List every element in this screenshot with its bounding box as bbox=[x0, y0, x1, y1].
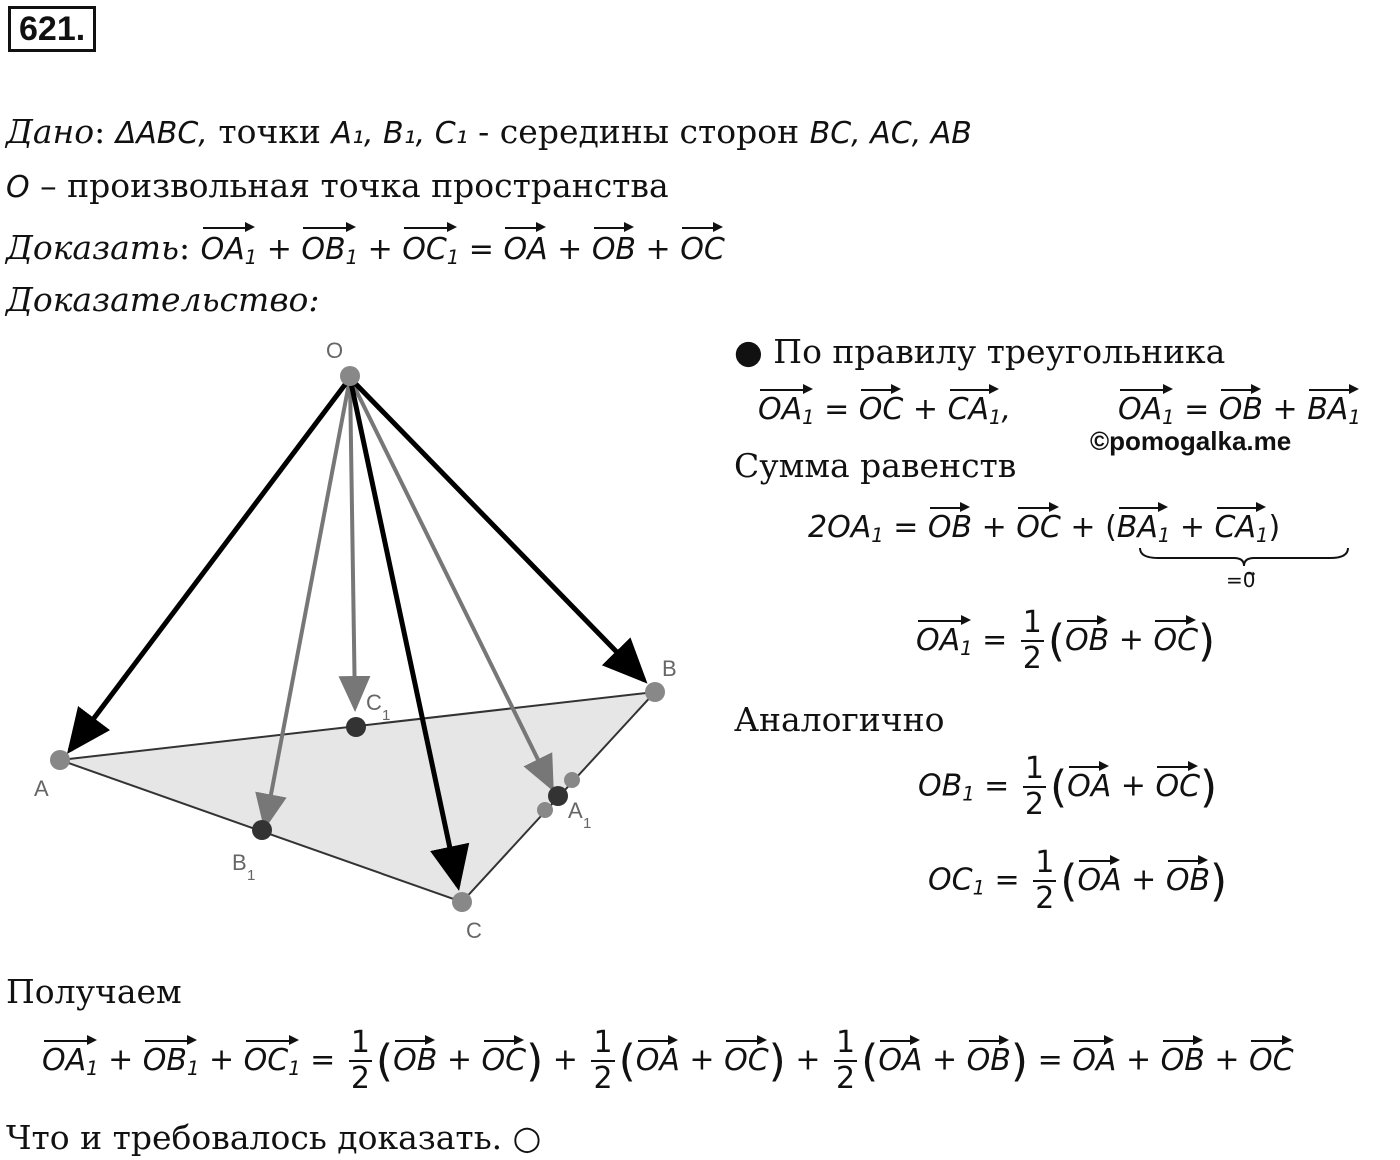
prove-label: Доказать bbox=[6, 228, 180, 267]
oc1-result: $OC_1$ = $\frac{1}{2}$ (OA + OB) bbox=[928, 845, 1228, 916]
sum-equation: $2OA_1$ = OB + OC + $(BA_1 + CA_1)$ bbox=[808, 504, 1280, 547]
given-midpoints-text: - середины сторон bbox=[478, 112, 800, 151]
triangle-eq-1: $OA_1$ = OC + $CA_1$, bbox=[758, 386, 1011, 429]
point-c1 bbox=[346, 717, 366, 737]
label-a: A bbox=[34, 776, 49, 801]
triangle-eq-2: $OA_1$ = OB + $BA_1$ bbox=[1118, 386, 1361, 429]
label-b1-sub: 1 bbox=[247, 867, 256, 884]
rule-text: ● По правилу треугольника bbox=[734, 332, 1226, 371]
ob1-result: $OB_1$ = $\frac{1}{2}$ (OA + OC) bbox=[918, 751, 1218, 822]
end-text: Что и требовалось доказать. ○ bbox=[6, 1118, 542, 1157]
watermark: ©pomogalka.me bbox=[1090, 426, 1292, 456]
point-o-line bbox=[6, 166, 669, 208]
final-equation: $OA_1 + OB_1 + OC_1$ = $\frac{1}{2}$ (OB + OC) + $\frac{1}{2}$ (OA + OC) + $\frac{1}{2}$ (OA + OB) = OA + OB + OC bbox=[42, 1025, 1294, 1096]
pyramid-figure bbox=[0, 330, 720, 950]
zero-label: =0⃗ bbox=[1226, 568, 1256, 592]
underbrace bbox=[1138, 546, 1350, 568]
given-points-text: точки bbox=[218, 112, 321, 151]
point-a bbox=[50, 750, 70, 770]
point-a1 bbox=[548, 786, 568, 806]
vector-o-b bbox=[350, 378, 644, 680]
given-triangle: ΔABC, bbox=[115, 116, 208, 151]
label-c: C bbox=[466, 918, 482, 943]
label-c1-sub: 1 bbox=[382, 707, 391, 724]
label-b: B bbox=[662, 656, 677, 681]
given-line: Дано: ΔABC, точки A₁, B₁, C₁ - середины сторон BC, AC, AB bbox=[6, 112, 972, 151]
vector-o-c1 bbox=[350, 378, 355, 708]
oa1-result: $OA_1$ = $\frac{1}{2}$ (OB + OC) bbox=[916, 605, 1216, 676]
problem-number: 621. bbox=[8, 6, 96, 52]
given-points: A₁, B₁, C₁ bbox=[331, 116, 468, 151]
point-b1 bbox=[252, 820, 272, 840]
point-b bbox=[645, 682, 665, 702]
label-c1: C bbox=[366, 690, 382, 715]
prove-equation: $OA_1 + OB_1 + OC_1$ = OA + OB + OC bbox=[201, 232, 725, 267]
label-a1: A bbox=[568, 798, 583, 823]
analog-text: Аналогично bbox=[734, 700, 945, 739]
point-c bbox=[452, 892, 472, 912]
get-text: Получаем bbox=[6, 972, 182, 1011]
label-a1-sub: 1 bbox=[583, 815, 592, 832]
prove-line: Доказать: $OA_1 + OB_1 + OC_1$ = OA + OB + OC bbox=[6, 224, 725, 278]
sum-text: Сумма равенств bbox=[734, 446, 1017, 485]
label-o: O bbox=[326, 338, 344, 363]
given-sides: BC, AC, AB bbox=[809, 116, 972, 151]
point-o bbox=[340, 366, 360, 386]
point-o-text: – произвольная точка пространства bbox=[40, 166, 669, 205]
proof-label-line: Доказательство: bbox=[6, 280, 320, 319]
proof-label: Доказательство bbox=[6, 280, 309, 319]
point-a1-extra2 bbox=[537, 802, 553, 818]
point-a1-extra bbox=[564, 772, 580, 788]
point-o-letter: O bbox=[6, 170, 30, 205]
vector-o-a bbox=[70, 378, 350, 750]
label-b1: B bbox=[232, 850, 247, 875]
given-label: Дано bbox=[6, 112, 95, 151]
